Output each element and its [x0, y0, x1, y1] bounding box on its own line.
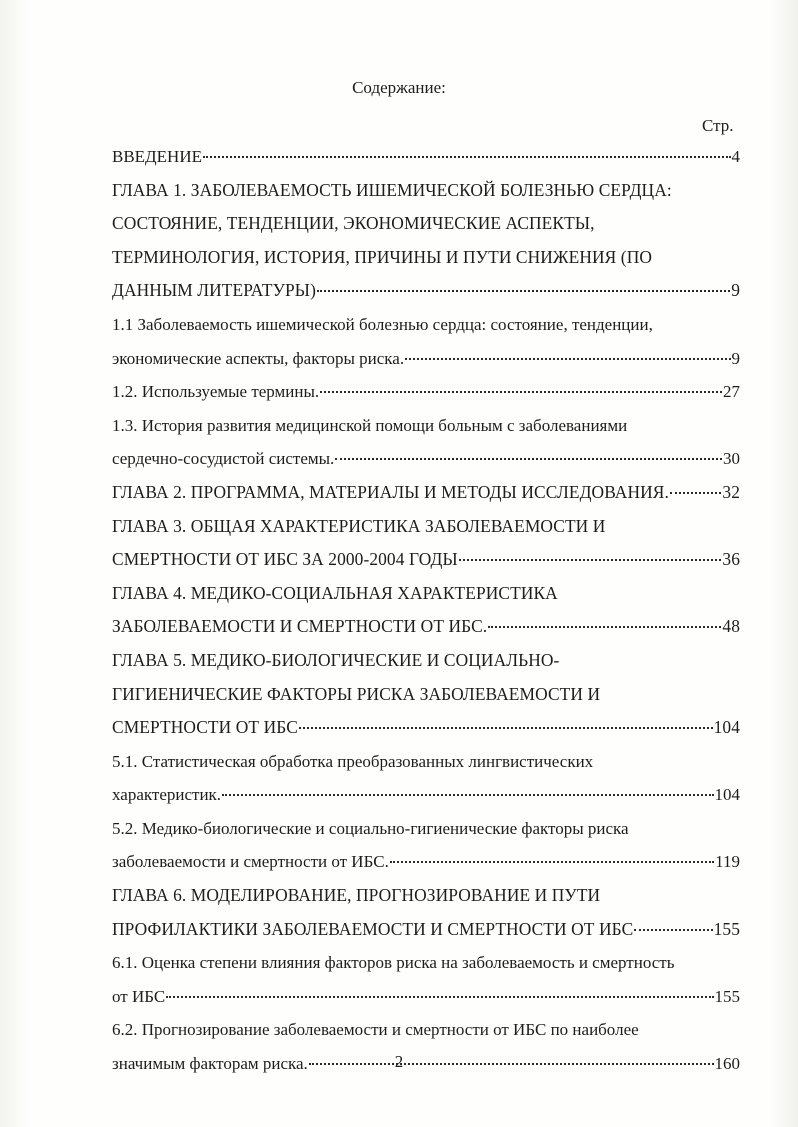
- toc-entry-line: [112, 745, 740, 779]
- toc-leader-dots: [634, 929, 712, 931]
- toc-leader-dots: [320, 391, 722, 393]
- toc-entry-line: [112, 644, 740, 678]
- toc-entry-line: [112, 577, 740, 611]
- page-number: 2: [394, 1052, 404, 1071]
- toc-entry-page: 4: [731, 147, 740, 166]
- toc-leader-dots: [488, 626, 721, 628]
- toc-entry-text: 5.2. Медико-биологические и социально-гигиенические факторы риска: [112, 818, 629, 838]
- toc-entry-page: 155: [713, 918, 740, 939]
- toc-entry-line: [112, 241, 740, 275]
- toc-entry-line: [112, 274, 740, 308]
- toc-entry-page: 104: [714, 785, 740, 805]
- toc-entry-line: [112, 308, 740, 342]
- toc-entry-line: [112, 140, 740, 174]
- toc-entry-line: [112, 442, 740, 476]
- toc-entry-line: [112, 610, 740, 644]
- toc-entry-page: 36: [722, 549, 740, 570]
- toc-leader-dots: [390, 861, 714, 863]
- toc-entry-line: [112, 409, 740, 443]
- toc-entry-text: 1.1 Заболеваемость ишемической болезнью сердца: состояние, тенденции,: [112, 314, 653, 334]
- table-of-contents: [112, 140, 740, 1081]
- toc-entry-text: ГЛАВА 6. МОДЕЛИРОВАНИЕ, ПРОГНОЗИРОВАНИЕ И ПУТИ: [112, 885, 601, 906]
- toc-entry-page: 9: [731, 280, 740, 301]
- toc-entry-page: 160: [714, 1054, 740, 1074]
- toc-entry-text: ГЛАВА 1. ЗАБОЛЕВАЕМОСТЬ ИШЕМИЧЕСКОЙ БОЛЕЗНЬЮ СЕРДЦА:: [112, 179, 672, 200]
- toc-entry-text: сердечно-сосудистой системы.: [112, 449, 335, 469]
- toc-entry-line: [112, 476, 740, 510]
- toc-entry-text: СОСТОЯНИЕ, ТЕНДЕНЦИИ, ЭКОНОМИЧЕСКИЕ АСПЕКТЫ,: [112, 213, 595, 234]
- toc-entry-text: ЗАБОЛЕВАЕМОСТИ И СМЕРТНОСТИ ОТ ИБС.: [112, 616, 488, 637]
- toc-entry-text: 6.2. Прогнозирование заболеваемости и смертности от ИБС по наиболее: [112, 1020, 639, 1040]
- toc-entry-text: ПРОФИЛАКТИКИ ЗАБОЛЕВАЕМОСТИ И СМЕРТНОСТИ ОТ ИБС: [112, 918, 634, 939]
- toc-leader-dots: [203, 156, 731, 158]
- toc-entry-page: 30: [723, 449, 740, 469]
- toc-leader-dots: [166, 996, 713, 998]
- toc-leader-dots: [405, 358, 730, 360]
- toc-entry-text: ДАННЫМ ЛИТЕРАТУРЫ): [112, 280, 316, 301]
- toc-leader-dots: [317, 290, 730, 292]
- toc-entry-line: [112, 342, 740, 376]
- toc-entry-line: [112, 711, 740, 745]
- toc-entry-line: [112, 980, 740, 1014]
- toc-entry-text: ТЕРМИНОЛОГИЯ, ИСТОРИЯ, ПРИЧИНЫ И ПУТИ СНИЖЕНИЯ (ПО: [112, 246, 653, 267]
- toc-entry-text: 6.1. Оценка степени влияния факторов риска на заболеваемость и смертность: [112, 953, 675, 973]
- toc-entry-text: заболеваемости и смертности от ИБС.: [112, 852, 389, 872]
- toc-entry-text: от ИБС: [112, 986, 166, 1006]
- toc-entry-text: ГЛАВА 3. ОБЩАЯ ХАРАКТЕРИСТИКА ЗАБОЛЕВАЕМОСТИ И: [112, 515, 606, 536]
- toc-entry-text: характеристик.: [112, 785, 222, 805]
- toc-entry-page: 104: [713, 717, 740, 738]
- toc-entry-text: 5.1. Статистическая обработка преобразованных лингвистических: [112, 751, 594, 771]
- toc-entry-page: 27: [723, 382, 740, 402]
- toc-entry-page: 32: [722, 481, 740, 502]
- toc-entry-line: [112, 678, 740, 712]
- toc-title: Содержание:: [352, 78, 446, 97]
- toc-entry-text: ГЛАВА 2. ПРОГРАММА, МАТЕРИАЛЫ И МЕТОДЫ ИССЛЕДОВАНИЯ.: [112, 481, 669, 502]
- toc-entry-line: [112, 543, 740, 577]
- toc-entry-line: [112, 879, 740, 913]
- toc-entry-line: [112, 778, 740, 812]
- toc-leader-dots: [670, 492, 721, 494]
- toc-leader-dots: [299, 727, 713, 729]
- toc-entry-text: значимым факторам риска.: [112, 1054, 308, 1074]
- toc-entry-text: ГЛАВА 5. МЕДИКО-БИОЛОГИЧЕСКИЕ И СОЦИАЛЬНО-: [112, 649, 560, 670]
- toc-entry-line: [112, 845, 740, 879]
- toc-entry-page: 155: [714, 986, 740, 1006]
- toc-leader-dots: [459, 559, 722, 561]
- toc-entry-text: СМЕРТНОСТИ ОТ ИБС ЗА 2000-2004 ГОДЫ: [112, 549, 458, 570]
- toc-entry-line: [112, 510, 740, 544]
- toc-entry-line: [112, 375, 740, 409]
- toc-entry-text: экономические аспекты, факторы риска.: [112, 348, 405, 368]
- toc-entry-text: ГЛАВА 4. МЕДИКО-СОЦИАЛЬНАЯ ХАРАКТЕРИСТИКА: [112, 582, 558, 603]
- toc-entry-line: [112, 1013, 740, 1047]
- toc-entry-line: [112, 913, 740, 947]
- toc-entry-line: [112, 812, 740, 846]
- toc-leader-dots: [335, 458, 722, 460]
- toc-entry-text: ГИГИЕНИЧЕСКИЕ ФАКТОРЫ РИСКА ЗАБОЛЕВАЕМОСТИ И: [112, 683, 601, 704]
- toc-entry-line: [112, 946, 740, 980]
- toc-entry-text: 1.3. История развития медицинской помощи больным с заболеваниями: [112, 415, 628, 435]
- toc-entry-text: 1.2. Используемые термины.: [112, 382, 320, 402]
- page-column-label: Стр.: [702, 116, 734, 135]
- toc-entry-text: ВВЕДЕНИЕ: [112, 147, 202, 166]
- toc-entry-page: 119: [715, 852, 740, 872]
- toc-entry-line: [112, 207, 740, 241]
- toc-entry-page: 9: [731, 348, 740, 368]
- toc-leader-dots: [222, 794, 713, 796]
- toc-entry-line: [112, 174, 740, 208]
- toc-entry-text: СМЕРТНОСТИ ОТ ИБС: [112, 717, 298, 738]
- toc-entry-page: 48: [722, 616, 740, 637]
